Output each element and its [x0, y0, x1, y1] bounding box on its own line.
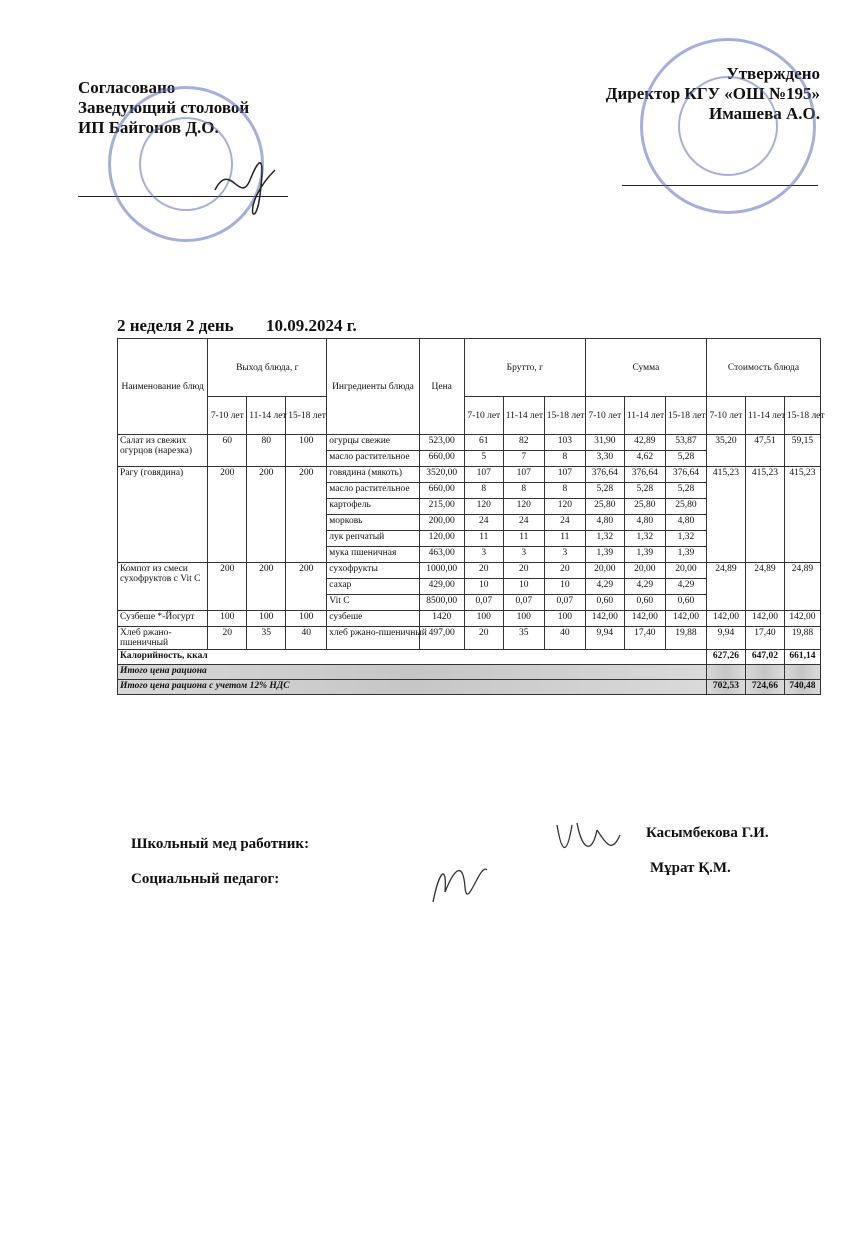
header-age: 7-10 лет	[208, 397, 247, 435]
ingredient-price: 215,00	[419, 499, 464, 515]
ingredient-gross: 107	[503, 467, 544, 483]
ingredient-sum: 1,32	[624, 531, 665, 547]
ingredient-gross: 8	[464, 483, 503, 499]
dish-cost: 142,00	[745, 611, 784, 627]
ingredient-gross: 82	[503, 435, 544, 451]
medic-signature-scribble	[552, 815, 622, 865]
dish-output: 20	[208, 627, 247, 650]
dish-cost: 9,94	[706, 627, 745, 650]
menu-title	[117, 316, 385, 336]
ingredient-sum: 0,60	[585, 595, 624, 611]
dish-name: Хлеб ржано-пшеничный	[118, 627, 208, 650]
ingredient-gross: 7	[503, 451, 544, 467]
ingredient-name: картофель	[327, 499, 419, 515]
totals-value: 724,66	[745, 680, 784, 695]
ingredient-sum: 4,29	[665, 579, 706, 595]
dish-output: 100	[247, 611, 286, 627]
totals-value: 740,48	[784, 680, 820, 695]
dish-cost: 415,23	[706, 467, 745, 563]
dish-output: 200	[247, 467, 286, 563]
ingredient-gross: 61	[464, 435, 503, 451]
totals-label: Итого цена рациона	[118, 665, 707, 680]
ingredient-price: 120,00	[419, 531, 464, 547]
header-age: 11-14 лет	[503, 397, 544, 435]
totals-label: Калорийность, ккал	[118, 650, 707, 665]
totals-value: 647,02	[745, 650, 784, 665]
dish-output: 80	[247, 435, 286, 467]
ingredient-gross: 20	[464, 563, 503, 579]
ingredient-name: сахар	[327, 579, 419, 595]
dish-cost: 142,00	[706, 611, 745, 627]
ingredient-gross: 100	[503, 611, 544, 627]
ingredient-name: масло растительное	[327, 483, 419, 499]
ingredient-gross: 24	[503, 515, 544, 531]
totals-value	[745, 665, 784, 680]
ingredient-price: 1420	[419, 611, 464, 627]
ingredient-gross: 0,07	[544, 595, 585, 611]
totals-value: 627,26	[706, 650, 745, 665]
ingredient-sum: 4,80	[665, 515, 706, 531]
ingredient-sum: 17,40	[624, 627, 665, 650]
ingredient-gross: 3	[503, 547, 544, 563]
ingredient-sum: 5,28	[665, 451, 706, 467]
dish-cost: 24,89	[784, 563, 820, 611]
dish-name: Салат из свежих огурцов (нарезка)	[118, 435, 208, 467]
menu-table	[117, 338, 825, 695]
ingredient-sum: 0,60	[624, 595, 665, 611]
dish-output: 100	[286, 611, 327, 627]
header-age: 7-10 лет	[706, 397, 745, 435]
ingredient-sum: 4,29	[585, 579, 624, 595]
pedagog-label: Социальный педагог:	[131, 871, 280, 887]
week-day-label: 2 неделя 2 день	[117, 316, 234, 335]
header-cost: Стоимость блюда	[706, 339, 820, 397]
totals-row	[118, 665, 821, 680]
dish-cost: 24,89	[706, 563, 745, 611]
ingredient-gross: 3	[464, 547, 503, 563]
ingredient-gross: 5	[464, 451, 503, 467]
totals-row	[118, 650, 821, 665]
table-row	[118, 611, 821, 627]
ingredient-gross: 120	[503, 499, 544, 515]
dish-name: Сузбеше *-Йогурт	[118, 611, 208, 627]
header-ingredients: Ингредиенты блюда	[327, 339, 419, 435]
ingredient-gross: 8	[544, 451, 585, 467]
approval-left-name: ИП Байгонов Д.О.	[78, 118, 219, 137]
ingredient-gross: 103	[544, 435, 585, 451]
ingredient-name: сухофрукты	[327, 563, 419, 579]
ingredient-name: лук репчатый	[327, 531, 419, 547]
ingredient-gross: 20	[464, 627, 503, 650]
header-age: 15-18 лет	[784, 397, 820, 435]
pedagog-name: Мұрат Қ.М.	[650, 860, 731, 876]
ingredient-name: морковь	[327, 515, 419, 531]
totals-label: Итого цена рациона с учетом 12% НДС	[118, 680, 707, 695]
ingredient-gross: 0,07	[503, 595, 544, 611]
dish-output: 200	[286, 563, 327, 611]
ingredient-name: хлеб ржано-пшеничный	[327, 627, 419, 650]
ingredient-gross: 107	[544, 467, 585, 483]
ingredient-sum: 142,00	[585, 611, 624, 627]
table-row	[118, 627, 821, 650]
ingredient-sum: 20,00	[624, 563, 665, 579]
approval-right-name: Имашева А.О.	[708, 104, 820, 123]
dish-cost: 17,40	[745, 627, 784, 650]
ingredient-name: мука пшеничная	[327, 547, 419, 563]
ingredient-sum: 376,64	[665, 467, 706, 483]
header-sum: Сумма	[585, 339, 706, 397]
ingredient-name: сузбеше	[327, 611, 419, 627]
ingredient-gross: 3	[544, 547, 585, 563]
table-row	[118, 563, 821, 579]
dish-output: 200	[208, 563, 247, 611]
ingredient-sum: 20,00	[665, 563, 706, 579]
totals-value	[784, 665, 820, 680]
ingredient-sum: 4,29	[624, 579, 665, 595]
header-age: 15-18 лет	[544, 397, 585, 435]
header-age: 11-14 лет	[624, 397, 665, 435]
ingredient-gross: 8	[503, 483, 544, 499]
ingredient-sum: 4,80	[624, 515, 665, 531]
dish-cost: 59,15	[784, 435, 820, 467]
ingredient-gross: 120	[464, 499, 503, 515]
ingredient-sum: 1,39	[624, 547, 665, 563]
right-round-stamp	[640, 38, 816, 214]
ingredient-sum: 1,32	[665, 531, 706, 547]
dish-cost: 415,23	[784, 467, 820, 563]
ingredient-sum: 20,00	[585, 563, 624, 579]
ingredient-sum: 5,28	[624, 483, 665, 499]
dish-cost: 24,89	[745, 563, 784, 611]
approval-right-title: Утверждено	[726, 64, 820, 83]
ingredient-sum: 4,62	[624, 451, 665, 467]
ingredient-sum: 1,39	[665, 547, 706, 563]
ingredient-price: 8500,00	[419, 595, 464, 611]
menu-body	[118, 435, 821, 695]
ingredient-price: 660,00	[419, 451, 464, 467]
header-age: 15-18 лет	[665, 397, 706, 435]
header-output: Выход блюда, г	[208, 339, 327, 397]
dish-cost: 19,88	[784, 627, 820, 650]
ingredient-price: 429,00	[419, 579, 464, 595]
dish-output: 35	[247, 627, 286, 650]
ingredient-gross: 8	[544, 483, 585, 499]
ingredient-gross: 107	[464, 467, 503, 483]
dish-output: 60	[208, 435, 247, 467]
ingredient-gross: 0,07	[464, 595, 503, 611]
ingredient-sum: 25,80	[585, 499, 624, 515]
ingredient-sum: 5,28	[665, 483, 706, 499]
ingredient-gross: 10	[544, 579, 585, 595]
ingredient-gross: 10	[503, 579, 544, 595]
dish-cost: 35,20	[706, 435, 745, 467]
table-row	[118, 435, 821, 451]
header-gross: Брутто, г	[464, 339, 585, 397]
dish-output: 200	[286, 467, 327, 563]
left-signature-scribble	[210, 150, 280, 210]
ingredient-sum: 376,64	[624, 467, 665, 483]
medic-name: Касымбекова Г.И.	[646, 825, 769, 841]
approval-left-title: Согласовано	[78, 78, 176, 97]
dish-output: 100	[286, 435, 327, 467]
header-price: Цена	[419, 339, 464, 435]
ingredient-gross: 24	[544, 515, 585, 531]
ingredient-name: масло растительное	[327, 451, 419, 467]
ingredient-sum: 31,90	[585, 435, 624, 451]
ingredient-sum: 42,89	[624, 435, 665, 451]
ingredient-sum: 376,64	[585, 467, 624, 483]
medic-label: Школьный мед работник:	[131, 836, 310, 852]
ingredient-gross: 10	[464, 579, 503, 595]
dish-output: 200	[247, 563, 286, 611]
header-age: 11-14 лет	[247, 397, 286, 435]
ingredient-gross: 40	[544, 627, 585, 650]
ingredient-price: 497,00	[419, 627, 464, 650]
ingredient-name: огурцы свежие	[327, 435, 419, 451]
ingredient-name: говядина (мякоть)	[327, 467, 419, 483]
menu-date: 10.09.2024 г.	[265, 316, 357, 335]
totals-value: 661,14	[784, 650, 820, 665]
dish-output: 200	[208, 467, 247, 563]
ingredient-price: 523,00	[419, 435, 464, 451]
ingredient-price: 463,00	[419, 547, 464, 563]
ingredient-price: 1000,00	[419, 563, 464, 579]
dish-cost: 142,00	[784, 611, 820, 627]
ingredient-price: 200,00	[419, 515, 464, 531]
pedagog-signature-scribble	[425, 852, 495, 912]
approval-right-position: Директор КГУ «ОШ №195»	[605, 84, 820, 103]
ingredient-gross: 20	[544, 563, 585, 579]
table-row	[118, 467, 821, 483]
ingredient-sum: 25,80	[624, 499, 665, 515]
dish-output: 100	[208, 611, 247, 627]
header-age: 7-10 лет	[464, 397, 503, 435]
ingredient-gross: 11	[503, 531, 544, 547]
dish-cost: 47,51	[745, 435, 784, 467]
ingredient-gross: 11	[464, 531, 503, 547]
approval-left-position: Заведующий столовой	[78, 98, 250, 117]
ingredient-gross: 100	[544, 611, 585, 627]
ingredient-gross: 20	[503, 563, 544, 579]
ingredient-sum: 19,88	[665, 627, 706, 650]
ingredient-price: 660,00	[419, 483, 464, 499]
ingredient-sum: 142,00	[624, 611, 665, 627]
totals-value: 702,53	[706, 680, 745, 695]
ingredient-price: 3520,00	[419, 467, 464, 483]
totals-row	[118, 680, 821, 695]
ingredient-name: Vit C	[327, 595, 419, 611]
ingredient-gross: 24	[464, 515, 503, 531]
ingredient-sum: 5,28	[585, 483, 624, 499]
header-age: 11-14 лет	[745, 397, 784, 435]
ingredient-sum: 142,00	[665, 611, 706, 627]
dish-name: Компот из смеси сухофруктов с Vit C	[118, 563, 208, 611]
ingredient-sum: 0,60	[665, 595, 706, 611]
header-age: 7-10 лет	[585, 397, 624, 435]
header-dish: Наименование блюд	[118, 339, 208, 435]
ingredient-gross: 120	[544, 499, 585, 515]
ingredient-sum: 4,80	[585, 515, 624, 531]
ingredient-sum: 1,32	[585, 531, 624, 547]
ingredient-gross: 11	[544, 531, 585, 547]
ingredient-sum: 53,87	[665, 435, 706, 451]
dish-name: Рагу (говядина)	[118, 467, 208, 563]
header-age: 15-18 лет	[286, 397, 327, 435]
ingredient-sum: 3,30	[585, 451, 624, 467]
ingredient-sum: 25,80	[665, 499, 706, 515]
dish-cost: 415,23	[745, 467, 784, 563]
dish-output: 40	[286, 627, 327, 650]
ingredient-gross: 100	[464, 611, 503, 627]
ingredient-sum: 1,39	[585, 547, 624, 563]
ingredient-gross: 35	[503, 627, 544, 650]
ingredient-sum: 9,94	[585, 627, 624, 650]
totals-value	[706, 665, 745, 680]
